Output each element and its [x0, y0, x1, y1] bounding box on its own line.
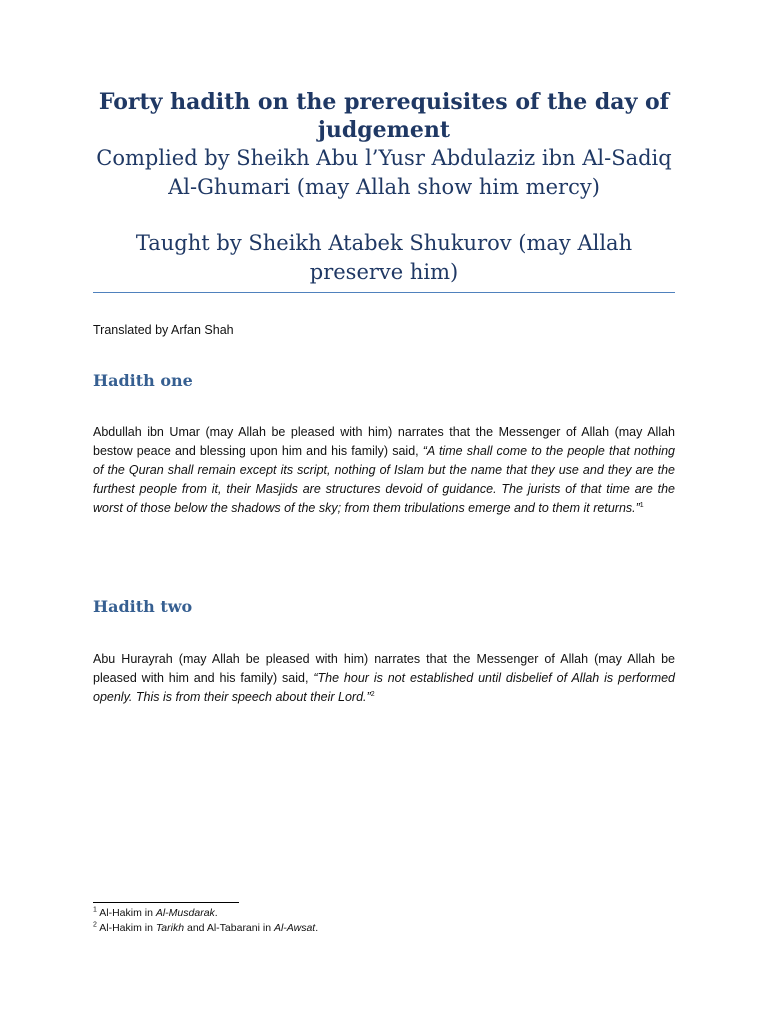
footnote-source: Al-Musdarak: [155, 907, 215, 919]
hadith-one-text: [93, 423, 675, 518]
footnotes: [93, 906, 318, 936]
translator-credit: Translated by Arfan Shah: [93, 323, 234, 337]
hadith-two-intro: Abu Hurayrah (may Allah be pleased with him) narrates that the Messenger of Allah (may Allah be pleased with him and his family) said,: [93, 652, 675, 685]
footnote-text: Al-Hakim in: [96, 907, 156, 919]
footnote-ref-2[interactable]: 2: [370, 690, 375, 698]
footnote-text: .: [315, 922, 319, 934]
footnote-source: Al-Awsat: [273, 922, 316, 934]
hadith-one-quote: “A time shall come to the people that nothing of the Quran shall remain except its script, nothing of Islam but the name that they use and they are the furthest people from it, their Masjids are structures devoid of guidance. The jurists of that time are the worst of those below the shadows of the sky; from them tribulations emerge and to them it returns.”: [93, 444, 675, 515]
teacher-subtitle: Taught by Sheikh Atabek Shukurov (may Allah preserve him): [135, 231, 633, 284]
hadith-two-quote: “The hour is not established until disbelief of Allah is performed openly. This is from their speech about their Lord.”: [93, 671, 676, 704]
footnote-1: [93, 906, 318, 921]
footnote-text: .: [214, 907, 218, 919]
hadith-two-heading: Hadith two: [93, 597, 193, 616]
footnote-separator: [93, 902, 239, 903]
footnote-number: 2: [93, 921, 97, 929]
footnote-2: [93, 921, 318, 936]
footnote-text: and Al-Tabarani in: [184, 922, 274, 934]
document-title: Forty hadith on the prerequisites of the day of judgement: [98, 89, 670, 143]
footnote-text: Al-Hakim in: [96, 922, 156, 934]
compiler-subtitle: Complied by Sheikh Abu l’Yusr Abdulaziz ibn Al-Sadiq Al-Ghumari (may Allah show him mercy): [96, 146, 672, 199]
hadith-one-intro: Abdullah ibn Umar (may Allah be pleased with him) narrates that the Messenger of Allah (may Allah bestow peace and blessing upon him and his family) said,: [93, 425, 675, 458]
footnote-number: 1: [93, 906, 97, 914]
title-divider: [93, 292, 675, 293]
hadith-one-heading: Hadith one: [93, 371, 193, 390]
footnote-source: Tarikh: [155, 922, 185, 934]
footnote-ref-1[interactable]: 1: [639, 501, 644, 509]
hadith-two-text: [93, 650, 675, 707]
title-block: [93, 88, 675, 287]
